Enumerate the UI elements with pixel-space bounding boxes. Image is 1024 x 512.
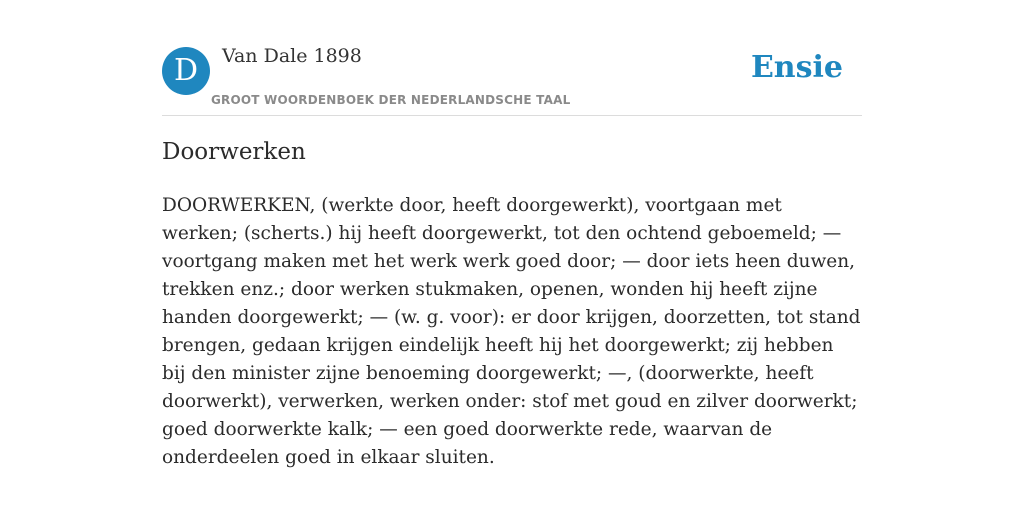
source-subtitle: GROOT WOORDENBOEK DER NEDERLANDSCHE TAAL: [211, 93, 571, 107]
ensie-logo[interactable]: Ensie: [750, 50, 843, 85]
entry-definition: DOORWERKEN, (werkte door, heeft doorgewerkt), voortgaan met werken; (scherts.) hij heeft doorgewerkt, tot den ochtend geboemeld; — voortgang maken met het werk werk goed door; — door iets heen duwen, trekken enz.; door werken stukmaken, openen, wonden hij heeft zijne handen doorgewerkt; — (w. g. voor): er door krijgen, doorzetten, tot stand brengen, gedaan krijgen eindelijk heeft hij het doorgewerkt; zij hebben bij den minister zijne benoeming doorgewerkt; —, (doorwerkte, heeft doorwerkt), verwerken, werken onder: stof met goud en zilver doorwerkt; goed doorwerkte kalk; — een goed doorwerkte rede, waarvan de onderdeelen goed in elkaar sluiten.: [162, 195, 861, 468]
header: [162, 0, 862, 116]
source-avatar[interactable]: D: [162, 47, 210, 95]
source-title[interactable]: Van Dale 1898: [222, 45, 362, 67]
entry-title: Doorwerken: [162, 139, 306, 165]
page: [162, 0, 862, 512]
